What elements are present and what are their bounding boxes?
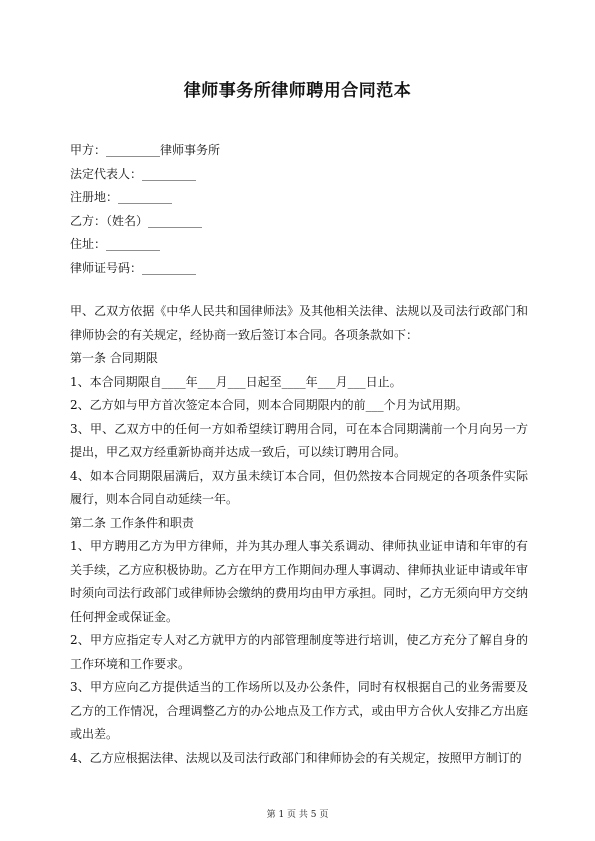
- page-number-footer: 第 1 页 共 5 页: [266, 810, 329, 820]
- article-2-clause: 3、甲方应向乙方提供适当的工作场所以及办公条件，同时有权根据自己的业务需要及乙方的工作情况，合理调整乙方的办公地点及工作方式，或由甲方合伙人安排乙方出庭或出差。: [70, 680, 528, 741]
- article-1-clause: 2、乙方如与甲方首次签定本合同，则本合同期限内的前___个月为试用期。: [70, 398, 468, 412]
- article-2-clause: 4、乙方应根据法律、法规以及司法行政部门和律师协会的有关规定，按照甲方制订的: [70, 750, 522, 765]
- registered-address-line: 注册地：_________: [70, 190, 173, 204]
- intro-paragraph: 甲、乙双方依据《中华人民共和国律师法》及其他相关法律、法规以及司法行政部门和律师协会的有关规定，经协商一致后签订本合同。各项条款如下：: [70, 304, 528, 342]
- legal-representative-line: 法定代表人：_________: [70, 166, 197, 181]
- article-1-clause: 3、甲、乙双方中的任何一方如希望续订聘用合同，可在本合同期满前一个月向另一方提出，甲乙双方经重新协商并达成一致后，可以续订聘用合同。: [70, 421, 528, 459]
- party-b-line: 乙方：（姓名）_________: [70, 213, 203, 228]
- party-a-line: 甲方：_________律师事务所: [70, 143, 221, 157]
- article-2-heading: 第二条 工作条件和职责: [70, 515, 194, 530]
- article-1-clause: 1、本合同期限自____年___月___日起至____年___月___日止。: [70, 374, 402, 389]
- lawyer-license-line: 律师证号码：_________: [70, 260, 197, 275]
- article-2-clause: 1、甲方聘用乙方为甲方律师，并为其办理人事关系调动、律师执业证申请和年审的有关手续，乙方应积极协助。乙方在甲方工作期间办理人事调动、律师执业证申请或年审时须向司法行政部门或律师协会缴纳的费用均由甲方承担。同时，乙方无须向甲方交纳任何押金或保证金。: [70, 539, 528, 624]
- party-b-address-line: 住址：_________: [70, 237, 161, 251]
- article-1-heading: 第一条 合同期限: [70, 351, 158, 365]
- party-info-block: [70, 139, 530, 280]
- article-2-clause: 2、甲方应指定专人对乙方就甲方的内部管理制度等进行培训，使乙方充分了解自身的工作环境和工作要求。: [70, 633, 528, 671]
- article-1-clause: 4、如本合同期限届满后，双方虽未续订本合同，但仍然按本合同规定的各项条件实际履行，则本合同自动延续一年。: [70, 468, 528, 506]
- document-title: 律师事务所律师聘用合同范本: [183, 81, 412, 101]
- contract-body: [70, 300, 528, 770]
